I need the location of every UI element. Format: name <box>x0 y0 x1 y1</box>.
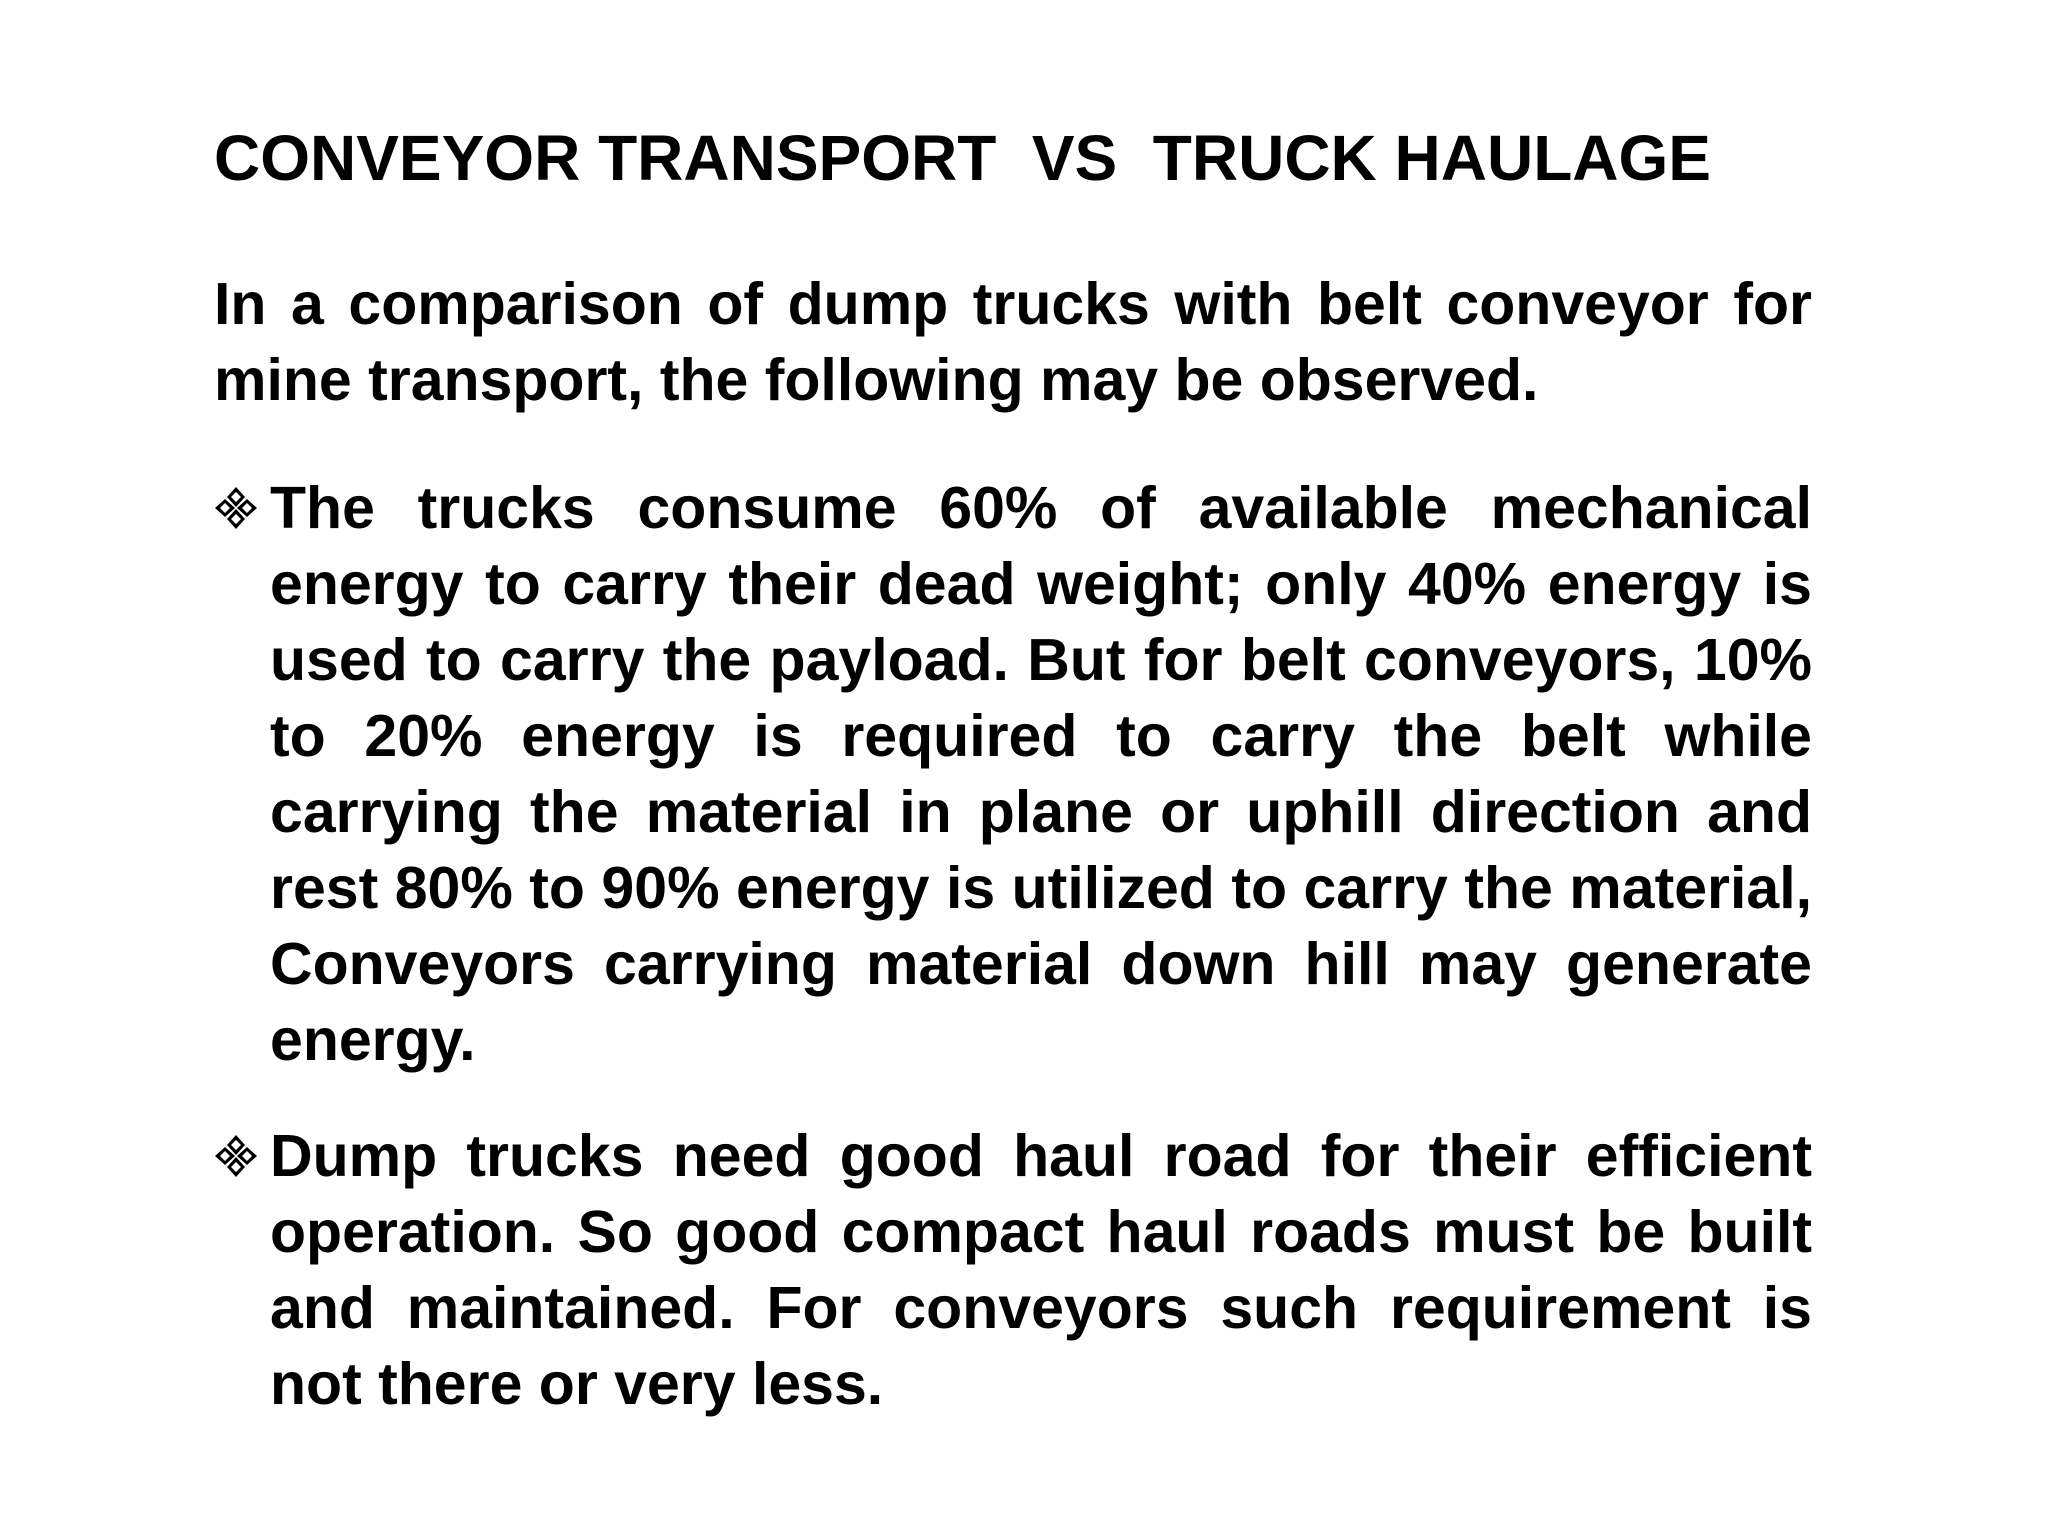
bullet-text-energy: The trucks consume 60% of available mechanical energy to carry their dead weight; only 40% energy is used to carry the payload. But for belt conveyors, 10% to 20% energy is required to carry the belt while carrying the material in plane or uphill direction and rest 80% to 90% energy is utilized to carry the material, Conveyors carrying material down hill may generate energy. <box>270 475 1812 1073</box>
four-diamond-bullet-icon <box>212 1118 268 1194</box>
four-diamond-bullet-icon <box>212 470 268 546</box>
bullet-item-energy <box>212 470 1812 1078</box>
bullet-text-haul-road: Dump trucks need good haul road for their efficient operation. So good compact haul roads must be built and maintained. For conveyors such requirement is not there or very less. <box>270 1123 1812 1417</box>
slide-title: CONVEYOR TRANSPORT VS TRUCK HAULAGE <box>214 122 1711 194</box>
intro-paragraph: In a comparison of dump trucks with belt conveyor for mine transport, the following may be observed. <box>214 271 1812 413</box>
bullet-item-haul-road <box>212 1118 1812 1422</box>
